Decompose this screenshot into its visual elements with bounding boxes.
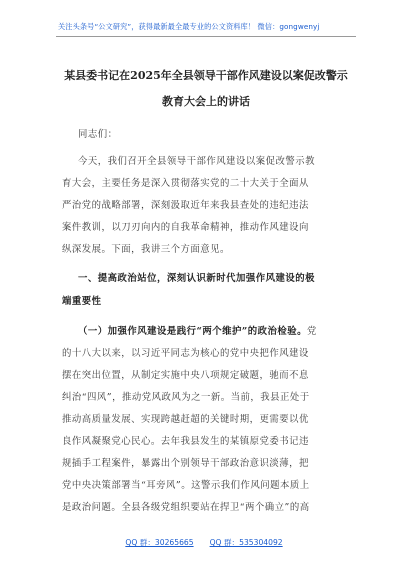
body-line-8: 是政治问题。全县各级党组织要站在捍卫“两个确立”的高 — [62, 502, 310, 513]
header-divider — [56, 36, 356, 37]
body-line-4: 推动高质量发展、实现跨越赶超的关键时期，更需要以优 — [62, 414, 309, 425]
body-line-5: 良作风凝聚党心民心。去年我县发生的某镇原党委书记违 — [62, 436, 309, 447]
intro-line-3: 严治党的战略部署，深刻汲取近年来我县查处的违纪违法 — [62, 200, 309, 211]
intro-line-2: 育大会，主要任务是深入贯彻落实党的二十大关于全面从 — [62, 178, 309, 189]
intro-line-1: 今天，我们召开全县领导干部作风建设以案促改警示教 — [78, 156, 316, 167]
footer-qq-group-1: QQ 群：30265665 — [125, 538, 194, 547]
body-line-1: 的十八大以来，以习近平同志为核心的党中央把作风建设 — [62, 348, 309, 359]
subsection-1-line — [78, 323, 352, 337]
body-line-3: 纠治“四风”，推动党风政风为之一新。当前，我县正处于 — [62, 392, 310, 403]
section-1-heading-line-1: 一、提高政治站位，深刻认识新时代加强作风建设的极 — [78, 273, 316, 284]
header-banner: 关注头条号“公文研究”，获得最新最全最专业的公文资料库！ 微信：gongwenyj — [58, 22, 320, 31]
footer-qq-group-2: QQ 群：535304092 — [209, 538, 283, 547]
subsection-1-heading: （一）加强作风建设是践行“两个维护”的政治检验。 — [78, 326, 308, 337]
greeting: 同志们： — [78, 129, 118, 140]
document-title-line-2: 教育大会上的讲话 — [162, 95, 250, 108]
intro-line-4: 案件教训，以刀刃向内的自我革命精神，推动作风建设向 — [62, 222, 309, 233]
body-line-7: 党中央决策部署当“耳旁风”。这警示我们作风问题本质上 — [62, 480, 310, 491]
document-title-line-1: 某县委书记在2025年全县领导干部作风建设以案促改警示 — [64, 69, 348, 82]
section-1-heading-line-2: 端重要性 — [62, 296, 102, 307]
body-line-6: 规插手工程案件，暴露出个别领导干部政治意识淡薄，把 — [62, 458, 309, 469]
footer — [0, 537, 408, 548]
subsection-1-tail: 党 — [307, 326, 317, 337]
intro-line-5: 纵深发展。下面，我讲三个方面意见。 — [62, 244, 230, 255]
body-line-2: 摆在突出位置，从制定实施中央八项规定破题，驰而不息 — [62, 370, 309, 381]
